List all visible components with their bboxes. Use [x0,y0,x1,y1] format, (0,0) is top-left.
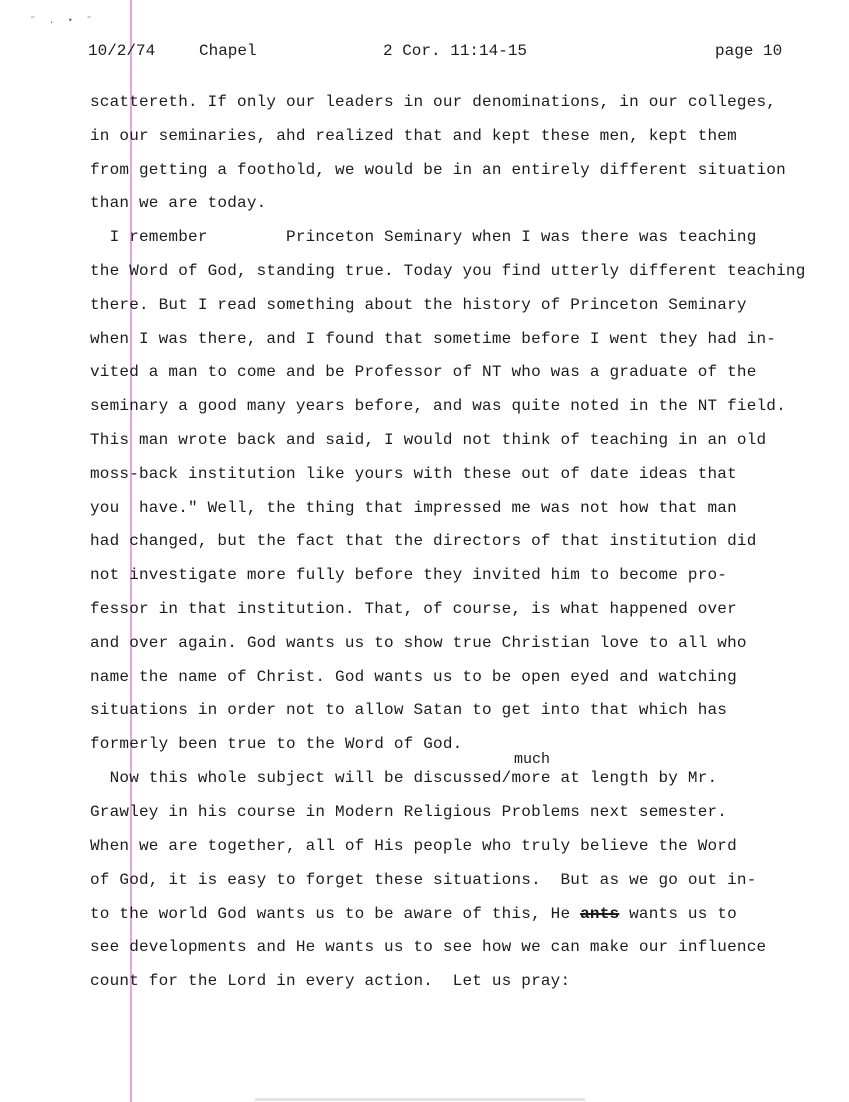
body-line-7: there. But I read something about the history of Princeton Seminary [90,296,747,314]
interlinear-insert: much [514,751,551,768]
header-scripture: 2 Cor. 11:14-15 [383,42,528,60]
body-line-25-start: to the world God wants us to be aware of this, He [90,905,571,923]
body-line-12: moss-back institution like yours with these out of date ideas that [90,465,737,483]
body-line-4: than we are today. [90,194,267,212]
body-line-5: I remember Princeton Seminary when I was there was teaching [90,228,757,246]
header-page-number: page 10 [715,42,783,60]
body-line-15: not investigate more fully before they invited him to become pro- [90,566,728,584]
body-line-2: in our seminaries, ahd realized that and kept these men, kept them [90,127,737,145]
body-line-3: from getting a foothold, we would be in an entirely different situation [90,161,786,179]
body-line-19: situations in order not to allow Satan to get into that which has [90,701,728,719]
body-line-26: see developments and He wants us to see how we can make our influence [90,938,767,956]
scan-specks: ˜ . • ˜ [30,16,96,26]
body-line-11: This man wrote back and said, I would not think of teaching in an old [90,431,767,449]
header-date: 10/2/74 [88,42,156,60]
body-line-13: you have." Well, the thing that impressed me was not how that man [90,499,737,517]
header-occasion: Chapel [199,42,257,60]
body-line-6: the Word of God, standing true. Today you find utterly different teaching [90,262,806,280]
body-line-18: name the name of Christ. God wants us to be open eyed and watching [90,668,737,686]
body-line-25 [90,904,737,924]
body-line-14: had changed, but the fact that the directors of that institution did [90,532,757,550]
body-line-9: vited a man to come and be Professor of NT who was a graduate of the [90,363,757,381]
body-line-21: Now this whole subject will be discussed/more at length by Mr. [90,769,718,787]
struck-word: ants [580,905,620,923]
body-line-24: of God, it is easy to forget these situations. But as we go out in- [90,871,757,889]
body-line-27: count for the Lord in every action. Let us pray: [90,972,571,990]
body-line-16: fessor in that institution. That, of course, is what happened over [90,600,737,618]
body-line-22: Grawley in his course in Modern Religious Problems next semester. [90,803,728,821]
body-line-10: seminary a good many years before, and was quite noted in the NT field. [90,397,786,415]
scan-edge-mark [255,1098,585,1101]
body-line-25-end: wants us to [619,905,737,923]
body-line-23: When we are together, all of His people who truly believe the Word [90,837,737,855]
body-line-17: and over again. God wants us to show true Christian love to all who [90,634,747,652]
body-line-8: when I was there, and I found that sometime before I went they had in- [90,330,777,348]
body-line-20: formerly been true to the Word of God. [90,735,463,753]
body-line-1: scattereth. If only our leaders in our denominations, in our colleges, [90,93,777,111]
